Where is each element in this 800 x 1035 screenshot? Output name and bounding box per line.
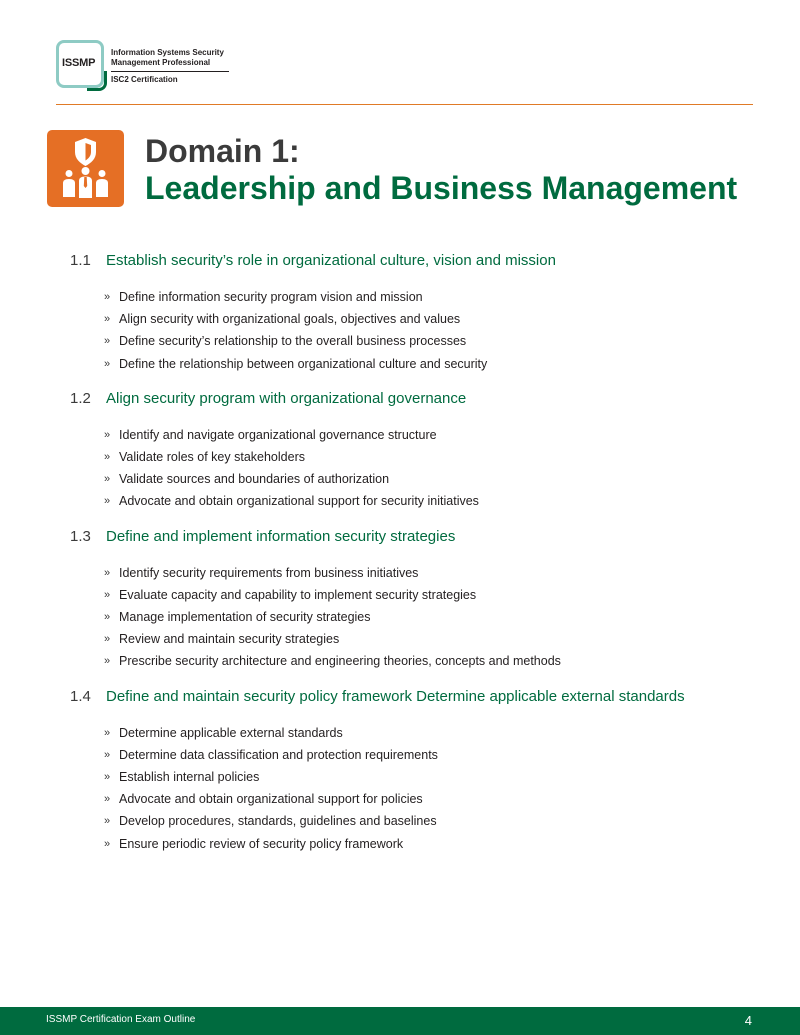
section-heading xyxy=(70,390,770,414)
section-items xyxy=(70,722,770,855)
list-item xyxy=(104,446,770,468)
list-item xyxy=(104,606,770,628)
page-number: 4 xyxy=(744,1013,752,1028)
logo-name: Information Systems Security Management Professional xyxy=(111,48,224,67)
section-title: Establish security’s role in organizational culture, vision and mission xyxy=(106,252,556,269)
list-item xyxy=(104,744,770,766)
list-item-text: Advocate and obtain organizational support for security initiatives xyxy=(119,494,479,509)
domain-heading xyxy=(145,133,737,207)
bullet-chevron-icon: » xyxy=(104,291,111,303)
list-item xyxy=(104,490,770,512)
section-title: Align security program with organizational governance xyxy=(106,389,467,407)
bullet-chevron-icon: » xyxy=(104,771,111,784)
bullet-chevron-icon: » xyxy=(104,748,111,761)
section-1-2 xyxy=(70,390,770,513)
section-number: 1.2 xyxy=(70,389,91,407)
list-item xyxy=(104,650,770,672)
list-item xyxy=(104,308,770,330)
bullet-chevron-icon: » xyxy=(104,611,111,624)
list-item xyxy=(104,810,770,832)
list-item xyxy=(104,330,770,352)
logo-certification: ISC2 Certification xyxy=(111,75,178,84)
logo-mark: ISSMP xyxy=(62,57,96,69)
section-1-3 xyxy=(70,528,770,673)
section-number: 1.1 xyxy=(70,252,91,269)
list-item xyxy=(104,424,770,446)
bullet-chevron-icon: » xyxy=(104,633,111,646)
page-footer xyxy=(0,1007,800,1035)
list-item-text: Align security with organizational goals, objectives and values xyxy=(119,312,461,327)
list-item-text: Manage implementation of security strategies xyxy=(119,610,371,625)
domain-number: Domain 1: xyxy=(145,133,300,169)
bullet-chevron-icon: » xyxy=(104,588,111,601)
section-number: 1.3 xyxy=(70,527,91,545)
bullet-chevron-icon: » xyxy=(104,335,111,348)
list-item-text: Validate roles of key stakeholders xyxy=(119,450,305,465)
list-item-text: Review and maintain security strategies xyxy=(119,632,340,647)
list-item xyxy=(104,833,770,855)
list-item-text: Define security’s relationship to the overall business processes xyxy=(119,334,467,349)
section-1-4 xyxy=(70,688,770,855)
list-item xyxy=(104,722,770,744)
list-item-text: Develop procedures, standards, guidelines and baselines xyxy=(119,814,437,829)
bullet-chevron-icon: » xyxy=(104,451,111,464)
section-heading xyxy=(70,528,770,552)
list-item-text: Evaluate capacity and capability to implement security strategies xyxy=(119,587,477,602)
logo-text xyxy=(111,48,229,84)
bullet-chevron-icon: » xyxy=(104,495,111,508)
bullet-chevron-icon: » xyxy=(104,473,111,486)
list-item-text: Identify and navigate organizational governance structure xyxy=(119,427,437,442)
bullet-chevron-icon: » xyxy=(104,837,111,850)
bullet-chevron-icon: » xyxy=(104,566,111,579)
domain-sections xyxy=(70,252,770,870)
issmp-badge-icon xyxy=(56,40,106,90)
section-items xyxy=(70,286,770,375)
bullet-chevron-icon: » xyxy=(104,815,111,828)
bullet-chevron-icon: » xyxy=(104,428,111,441)
list-item xyxy=(104,766,770,788)
bullet-chevron-icon: » xyxy=(104,357,111,370)
bullet-chevron-icon: » xyxy=(104,726,111,739)
section-heading xyxy=(70,252,770,276)
list-item-text: Define information security program vision and mission xyxy=(119,290,423,304)
bullet-chevron-icon: » xyxy=(104,793,111,806)
section-items xyxy=(70,562,770,673)
bullet-chevron-icon: » xyxy=(104,313,111,326)
list-item-text: Validate sources and boundaries of authorization xyxy=(119,472,390,487)
section-heading xyxy=(70,688,770,712)
list-item xyxy=(104,286,770,308)
section-1-1 xyxy=(70,252,770,375)
list-item-text: Ensure periodic review of security policy framework xyxy=(119,836,404,851)
list-item-text: Determine applicable external standards xyxy=(119,725,343,740)
bullet-chevron-icon: » xyxy=(104,655,111,668)
domain-title: Leadership and Business Management xyxy=(145,170,738,206)
footer-title: ISSMP Certification Exam Outline xyxy=(46,1014,196,1025)
section-title: Define and implement information security strategies xyxy=(106,527,456,545)
section-number: 1.4 xyxy=(70,687,91,705)
list-item xyxy=(104,562,770,584)
list-item xyxy=(104,584,770,606)
list-item-text: Establish internal policies xyxy=(119,770,260,785)
section-title: Define and maintain security policy framework Determine applicable external standards xyxy=(106,687,685,705)
list-item xyxy=(104,468,770,490)
list-item-text: Determine data classification and protection requirements xyxy=(119,747,438,762)
list-item-text: Identify security requirements from business initiatives xyxy=(119,565,419,580)
list-item-text: Advocate and obtain organizational support for policies xyxy=(119,792,423,807)
list-item xyxy=(104,353,770,375)
section-items xyxy=(70,424,770,513)
list-item xyxy=(104,788,770,810)
logo-divider xyxy=(111,71,229,72)
list-item-text: Define the relationship between organizational culture and security xyxy=(119,356,488,371)
issmp-logo xyxy=(56,40,229,90)
header-divider xyxy=(56,104,753,105)
leadership-people-shield-icon xyxy=(47,130,124,207)
list-item xyxy=(104,628,770,650)
list-item-text: Prescribe security architecture and engineering theories, concepts and methods xyxy=(119,654,561,669)
